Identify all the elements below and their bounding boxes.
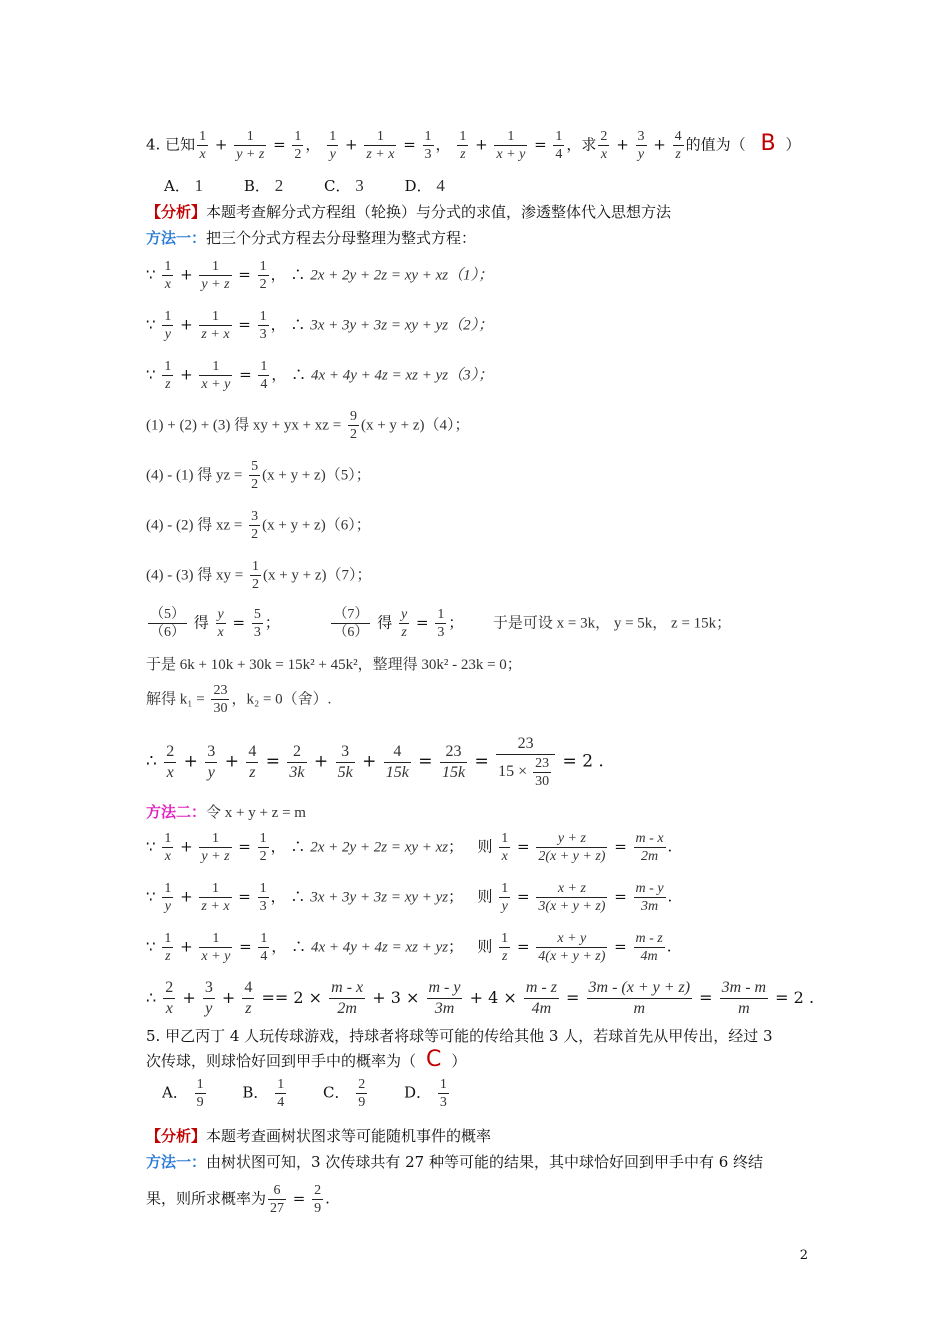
q4-option-b: B． 2 [243, 176, 284, 195]
q5-option-b: B． $\frac{1}{4}$ [242, 1077, 285, 1110]
q5-method-one-cont: 果，则所求概率为 $\frac{6}{27}$ = $\frac{2}{9}$ . [146, 1183, 330, 1216]
q5-option-d: D． $\frac{1}{3}$ [404, 1077, 447, 1110]
q4-eq2: ∵ $\frac{1}{y}$ + $\frac{1}{z + x}$ = $\frac{1}{3}$ ， ∴ 3x + 3y + 3z = xy + yz（2）； [146, 309, 494, 342]
q4-substitute: 于是 6k + 10k + 30k = 15k² + 45k²，整理得 30k² - 23k = 0； [146, 657, 522, 673]
q4-method-two: 方法二：令 x + y + z = m [146, 803, 306, 821]
q4-options [164, 176, 850, 196]
q4-m2-eq1: ∵ $\frac{1}{x}$ + $\frac{1}{y + z}$ = $\frac{1}{2}$ ， ∴ 2x + 2y + 2z = xy + xz； 则 $\frac{1}{x}$ = $\frac{y + z}{2(x + y + z)}$ = $\frac{m - x}{2m}$ . [146, 831, 673, 864]
q4-method-one: 方法一：把三个分式方程去分母整理为整式方程： [146, 229, 477, 247]
q4-m2-final: ∴ $\frac{2}{x}$ + $\frac{3}{y}$ + $\frac{4}{z}$ == 2 × $\frac{m - x}{2m}$ + 3 × $\frac{m - y}{3m}$ + 4 × $\frac{m - z}{4m}$ = $\frac{3m - (x + y + z)}{m}$ = $\frac{3m - m}{m}$ = 2 . [146, 979, 815, 1017]
q4-analysis: 【分析】本题考查解分式方程组（轮换）与分式的求值，渗透整体代入思想方法 [146, 203, 672, 221]
q5-method-one: 方法一：由树状图可知，3 次传球共有 27 种等可能的结果，其中球恰好回到甲手中有 6 终结 [146, 1153, 764, 1171]
q5-stem-1: 5. 甲乙丙丁 4 人玩传球游戏，持球者将球等可能的传给其他 3 人，若球首先从甲传出，经过 3 [146, 1027, 773, 1045]
q5-answer: C [426, 1047, 442, 1072]
q4-option-d: D． 4 [404, 176, 445, 195]
q4-m2-eq2: ∵ $\frac{1}{y}$ + $\frac{1}{z + x}$ = $\frac{1}{3}$ ， ∴ 3x + 3y + 3z = xy + yz； 则 $\frac{1}{y}$ = $\frac{x + z}{3(x + y + z)}$ = $\frac{m - y}{3m}$ . [146, 881, 673, 914]
q4-eq1: ∵ $\frac{1}{x}$ + $\frac{1}{y + z}$ = $\frac{1}{2}$ ， ∴ 2x + 2y + 2z = xy + xz（1）； [146, 259, 494, 292]
q4-stem: 4. 已知 $\frac{1}{x}$ + $\frac{1}{y + z}$ = $\frac{1}{2}$ ， $\frac{1}{y}$ + $\frac{1}{z + x}$ = $\frac{1}{3}$ ， $\frac{1}{z}$ + $\frac{1}{x + y}$ = $\frac{1}{4}$ ，求 $\frac{2}{x}$ + $\frac{3}{y}$ + $\frac{4}{z}$ 的值为（ B ） [146, 129, 801, 162]
q4-diff3: (4) - (3) 得 xy = $\frac{1}{2}$ (x + y + z)（7）； [146, 559, 372, 592]
q4-m2-eq3: ∵ $\frac{1}{z}$ + $\frac{1}{x + y}$ = $\frac{1}{4}$ ， ∴ 4x + 4y + 4z = xz + yz； 则 $\frac{1}{z}$ = $\frac{x + y}{4(x + y + z)}$ = $\frac{m - z}{4m}$ . [146, 931, 672, 964]
q4-sum: (1) + (2) + (3) 得 xy + yx + xz = $\frac{9}{2}$ (x + y + z)（4）； [146, 409, 470, 442]
q5-option-c: C． $\frac{2}{9}$ [323, 1077, 366, 1110]
q5-stem-2: 次传球，则球恰好回到甲手中的概率为（ C ） [146, 1047, 467, 1072]
q4-answer: B [760, 130, 776, 156]
q4-diff2: (4) - (2) 得 xz = $\frac{3}{2}$ (x + y + z)（6）； [146, 509, 371, 542]
q5-options [162, 1076, 850, 1111]
q4-final-1: ∴ $\frac{2}{x}$ + $\frac{3}{y}$ + $\frac{4}{z}$ = $\frac{2}{3k}$ + $\frac{3}{5k}$ + $\frac{4}{15k}$ = $\frac{23}{15k}$ = 23 15 × $\frac{23}{30}$ = 2 . [146, 735, 604, 789]
q4-option-c: C． 3 [324, 176, 364, 195]
q5-analysis: 【分析】本题考查画树状图求等可能随机事件的概率 [146, 1127, 492, 1145]
page-number: 2 [799, 1248, 808, 1263]
q4-diff1: (4) - (1) 得 yz = $\frac{5}{2}$ (x + y + z)（5）； [146, 459, 371, 492]
q4-solve: 解得 k₁ = $\frac{23}{30}$ ，k₂ = 0（舍）. [146, 683, 332, 716]
q4-ratio: $\frac{(5)}{(6)}$ 得 $\frac{y}{x}$ = $\frac{5}{3}$ ； $\frac{(7)}{(6)}$ 得 $\frac{y}{z}$ = $\frac{1}{3}$ ； 于是可设 x = 3k， y = 5k， z = 15k； [150, 607, 732, 640]
q5-option-a: A． $\frac{1}{9}$ [162, 1077, 204, 1110]
q4-eq3: ∵ $\frac{1}{z}$ + $\frac{1}{x + y}$ = $\frac{1}{4}$ ， ∴ 4x + 4y + 4z = xz + yz（3）； [146, 359, 494, 392]
q4-option-a: A． 1 [164, 176, 204, 195]
